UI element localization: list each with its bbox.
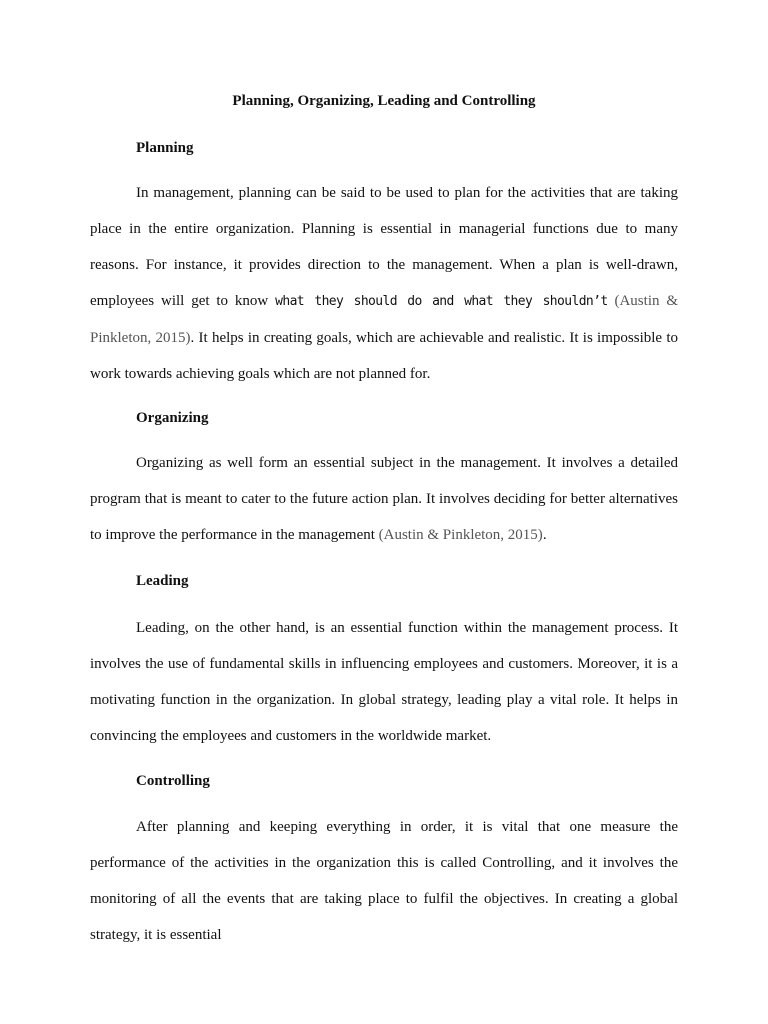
paragraph-organizing: [90, 445, 678, 553]
section-heading-organizing: Organizing: [136, 410, 209, 426]
paragraph-planning: [90, 175, 678, 392]
paragraph-controlling: After planning and keeping everything in order, it is vital that one measure the performance of the activities in the organization this is called Controlling, and it involves the monitoring of all the events that are taking place to fulfil the objectives. In creating a global strategy, it is essential: [90, 819, 678, 943]
paragraph-text: Organizing as well form an essential subject in the management. It involves a detailed program that is meant to cater to the future action plan. It involves deciding for better alternatives to improve the performance in the management: [90, 455, 678, 543]
citation: (Austin & Pinkleton, 2015): [374, 527, 543, 543]
paragraph-text: . It helps in creating goals, which are achievable and realistic. It is impossible to work towards achieving goals which are not planned for.: [90, 330, 678, 382]
paragraph-text-mono: what they should do and what they shouldn’t: [275, 294, 608, 309]
paragraph-text: .: [542, 527, 547, 543]
section-heading-leading: Leading: [136, 573, 189, 589]
section-heading-planning: Planning: [136, 140, 194, 156]
document-title: Planning, Organizing, Leading and Controlling: [232, 93, 536, 109]
citation: (Austin & Pinkleton, 2015): [90, 293, 679, 346]
paragraph-text: In management, planning can be said to be used to plan for the activities that are taking place in the entire organization. Planning is essential in managerial functions due to many reasons. For instance, it provides direction to the management. When a plan is well-drawn, employees will get to know: [90, 185, 678, 309]
section-heading-controlling: Controlling: [136, 773, 210, 789]
paragraph-leading: Leading, on the other hand, is an essential function within the management process. It involves the use of fundamental skills in influencing employees and customers. Moreover, it is a motivating function in the organization. In global strategy, leading play a vital role. It helps in convincing the employees and customers in the worldwide market.: [90, 620, 678, 744]
